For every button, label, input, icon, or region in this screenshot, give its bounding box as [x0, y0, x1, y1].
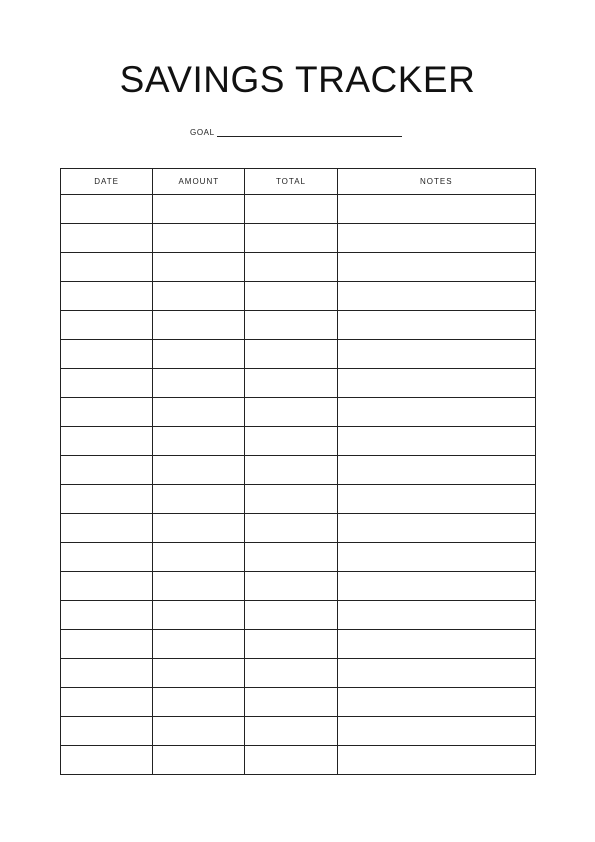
notes-cell[interactable] [337, 195, 535, 224]
table-row [61, 369, 536, 398]
table-row [61, 311, 536, 340]
notes-cell[interactable] [337, 456, 535, 485]
total-cell[interactable] [245, 485, 337, 514]
total-cell[interactable] [245, 543, 337, 572]
notes-cell[interactable] [337, 688, 535, 717]
notes-cell[interactable] [337, 224, 535, 253]
goal-input-line[interactable] [217, 136, 402, 137]
notes-cell[interactable] [337, 427, 535, 456]
date-cell[interactable] [61, 195, 153, 224]
amount-cell[interactable] [153, 630, 245, 659]
table-row [61, 630, 536, 659]
table-row [61, 746, 536, 775]
total-cell[interactable] [245, 224, 337, 253]
goal-row [190, 124, 402, 138]
notes-cell[interactable] [337, 659, 535, 688]
total-cell[interactable] [245, 282, 337, 311]
total-cell[interactable] [245, 311, 337, 340]
date-cell[interactable] [61, 311, 153, 340]
total-cell[interactable] [245, 369, 337, 398]
date-cell[interactable] [61, 630, 153, 659]
total-cell[interactable] [245, 253, 337, 282]
total-cell[interactable] [245, 688, 337, 717]
table-row [61, 456, 536, 485]
table-row [61, 340, 536, 369]
date-cell[interactable] [61, 427, 153, 456]
amount-cell[interactable] [153, 514, 245, 543]
table-row [61, 224, 536, 253]
amount-cell[interactable] [153, 659, 245, 688]
date-cell[interactable] [61, 369, 153, 398]
date-cell[interactable] [61, 746, 153, 775]
amount-cell[interactable] [153, 195, 245, 224]
notes-cell[interactable] [337, 746, 535, 775]
table-row [61, 572, 536, 601]
amount-cell[interactable] [153, 369, 245, 398]
total-cell[interactable] [245, 456, 337, 485]
date-cell[interactable] [61, 514, 153, 543]
column-header-total: TOTAL [245, 169, 337, 195]
date-cell[interactable] [61, 543, 153, 572]
total-cell[interactable] [245, 572, 337, 601]
notes-cell[interactable] [337, 253, 535, 282]
table-row [61, 717, 536, 746]
notes-cell[interactable] [337, 398, 535, 427]
amount-cell[interactable] [153, 485, 245, 514]
notes-cell[interactable] [337, 717, 535, 746]
table-row [61, 543, 536, 572]
date-cell[interactable] [61, 601, 153, 630]
notes-cell[interactable] [337, 601, 535, 630]
total-cell[interactable] [245, 340, 337, 369]
amount-cell[interactable] [153, 224, 245, 253]
date-cell[interactable] [61, 398, 153, 427]
date-cell[interactable] [61, 224, 153, 253]
notes-cell[interactable] [337, 630, 535, 659]
amount-cell[interactable] [153, 746, 245, 775]
column-header-amount: AMOUNT [153, 169, 245, 195]
total-cell[interactable] [245, 746, 337, 775]
notes-cell[interactable] [337, 340, 535, 369]
total-cell[interactable] [245, 717, 337, 746]
column-header-date: DATE [61, 169, 153, 195]
amount-cell[interactable] [153, 456, 245, 485]
amount-cell[interactable] [153, 572, 245, 601]
total-cell[interactable] [245, 659, 337, 688]
amount-cell[interactable] [153, 398, 245, 427]
table-row [61, 195, 536, 224]
total-cell[interactable] [245, 427, 337, 456]
amount-cell[interactable] [153, 340, 245, 369]
amount-cell[interactable] [153, 311, 245, 340]
date-cell[interactable] [61, 485, 153, 514]
table-row [61, 601, 536, 630]
amount-cell[interactable] [153, 601, 245, 630]
column-header-notes: NOTES [337, 169, 535, 195]
table-row [61, 398, 536, 427]
goal-label: GOAL [190, 128, 215, 137]
savings-table [60, 168, 536, 775]
table-row [61, 253, 536, 282]
amount-cell[interactable] [153, 543, 245, 572]
total-cell[interactable] [245, 195, 337, 224]
table-row [61, 485, 536, 514]
date-cell[interactable] [61, 717, 153, 746]
table-header-row [61, 169, 536, 195]
total-cell[interactable] [245, 601, 337, 630]
table-row [61, 282, 536, 311]
notes-cell[interactable] [337, 282, 535, 311]
total-cell[interactable] [245, 398, 337, 427]
total-cell[interactable] [245, 514, 337, 543]
notes-cell[interactable] [337, 485, 535, 514]
date-cell[interactable] [61, 659, 153, 688]
amount-cell[interactable] [153, 282, 245, 311]
total-cell[interactable] [245, 630, 337, 659]
date-cell[interactable] [61, 253, 153, 282]
table-row [61, 659, 536, 688]
notes-cell[interactable] [337, 514, 535, 543]
date-cell[interactable] [61, 456, 153, 485]
page-title: SAVINGS TRACKER [119, 59, 476, 100]
date-cell[interactable] [61, 340, 153, 369]
notes-cell[interactable] [337, 543, 535, 572]
notes-cell[interactable] [337, 572, 535, 601]
notes-cell[interactable] [337, 369, 535, 398]
table-body [61, 195, 536, 775]
amount-cell[interactable] [153, 253, 245, 282]
amount-cell[interactable] [153, 688, 245, 717]
notes-cell[interactable] [337, 311, 535, 340]
amount-cell[interactable] [153, 717, 245, 746]
table-row [61, 688, 536, 717]
table-row [61, 427, 536, 456]
amount-cell[interactable] [153, 427, 245, 456]
date-cell[interactable] [61, 282, 153, 311]
date-cell[interactable] [61, 688, 153, 717]
date-cell[interactable] [61, 572, 153, 601]
table-row [61, 514, 536, 543]
